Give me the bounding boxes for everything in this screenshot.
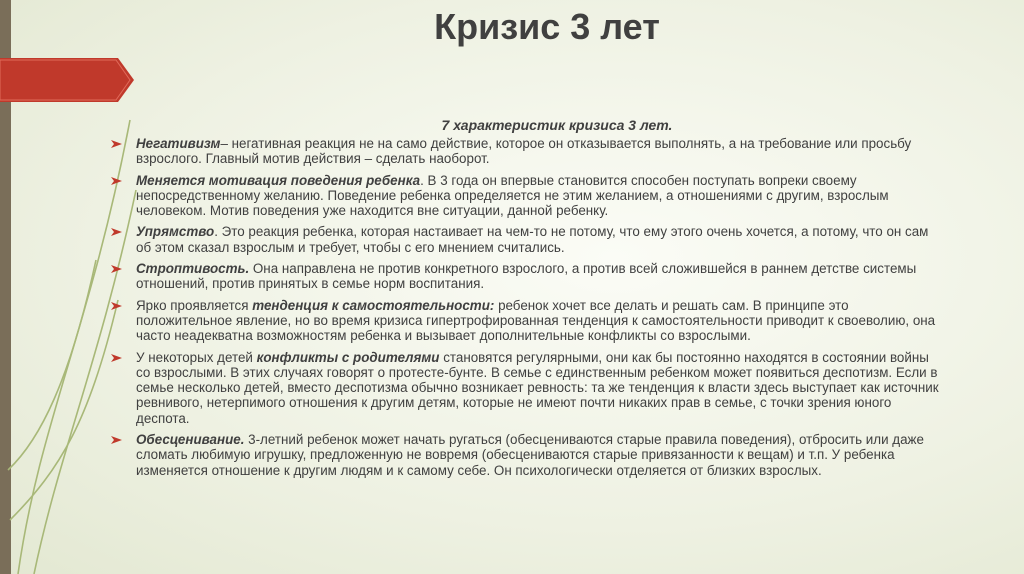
item-text: ребенок хочет все делать и решать сам. В принципе это положительное явление, но во время кризиса гипертрофированная тенденция к самостоятельности приводит к своеволию, она часто неадекватна возможностям ребенка и вызывает дополнительные конфликты со взрослыми. — [136, 297, 936, 344]
list-item — [110, 350, 945, 426]
arrow-bullet-icon — [110, 263, 124, 275]
page-title: Кризис 3 лет — [434, 6, 660, 47]
list-item — [110, 298, 945, 344]
item-term: конфликты с родителями — [256, 349, 440, 365]
item-text: 3-летний ребенок может начать ругаться (обесцениваются старые правила поведения), отбросить или даже сломать любимую игрушку, предложенную не вовремя (обесцениваются старые привязанности к вещам) и т.п. У ребенка изменяется отношение к другим людям и к самому себе. Он психологически отделяется от близких взрослых. — [136, 432, 924, 478]
item-text: становятся регулярными, они как бы постоянно находятся в состоянии войны со взрослыми. В этих случаях говорят о протесте-бунте. В семье с единственным ребенком может появиться деспотизм. Если в семье несколько детей, вместо деспотизма обычно возникает ревность: та же тенденция к власти здесь выступает как источник ревнивого, нетерпимого отношения к другим детям, которые не имеют почти никаких прав в семье, с точки зрения юного деспота. — [136, 349, 939, 426]
arrow-bullet-icon — [110, 226, 124, 238]
arrow-bullet-icon — [110, 175, 124, 187]
item-term: Упрямство — [136, 224, 215, 240]
item-lead: Ярко проявляется — [136, 297, 253, 313]
red-title-tab — [0, 58, 134, 102]
item-lead: У некоторых детей — [136, 349, 257, 365]
arrow-bullet-icon — [110, 300, 124, 312]
characteristics-list — [110, 136, 945, 484]
arrow-bullet-icon — [110, 352, 124, 364]
arrow-bullet-icon — [110, 138, 124, 150]
item-term: тенденция к самостоятельности: — [252, 297, 495, 313]
list-item — [110, 224, 945, 255]
item-text: . В 3 года он впервые становится способен поступать вопреки своему непосредственному желанию. Поведение ребенка определяется не этим желанием, а отношениями с другим, взрослым человеком. Мотив поведения уже находится вне ситуации, данной ребенку. — [136, 172, 889, 219]
list-item — [110, 136, 945, 167]
arrow-bullet-icon — [110, 434, 124, 446]
item-text: – негативная реакция не на само действие, которое он отказывается выполнять, а на требование или просьбу взрослого. Главный мотив действия – сделать наоборот. — [136, 136, 912, 167]
item-term: Меняется мотивация поведения ребенка — [136, 172, 421, 188]
list-item — [110, 432, 945, 478]
subtitle: 7 характеристик кризиса 3 лет. — [441, 117, 673, 133]
item-term: Строптивость. — [136, 261, 250, 277]
list-item — [110, 261, 945, 292]
item-term: Негативизм — [136, 136, 221, 151]
list-item — [110, 173, 945, 219]
item-term: Обесценивание. — [136, 432, 245, 448]
item-text: . Это реакция ребенка, которая настаивает на чем-то не потому, что ему этого очень хочется, а потому, что он сам об этом сказал взрослым и требует, чтобы с его мнением считались. — [136, 224, 929, 255]
item-text: Она направлена не против конкретного взрослого, а против всей сложившейся в раннем детстве системы отношений, против принятых в семье норм воспитания. — [136, 261, 917, 292]
